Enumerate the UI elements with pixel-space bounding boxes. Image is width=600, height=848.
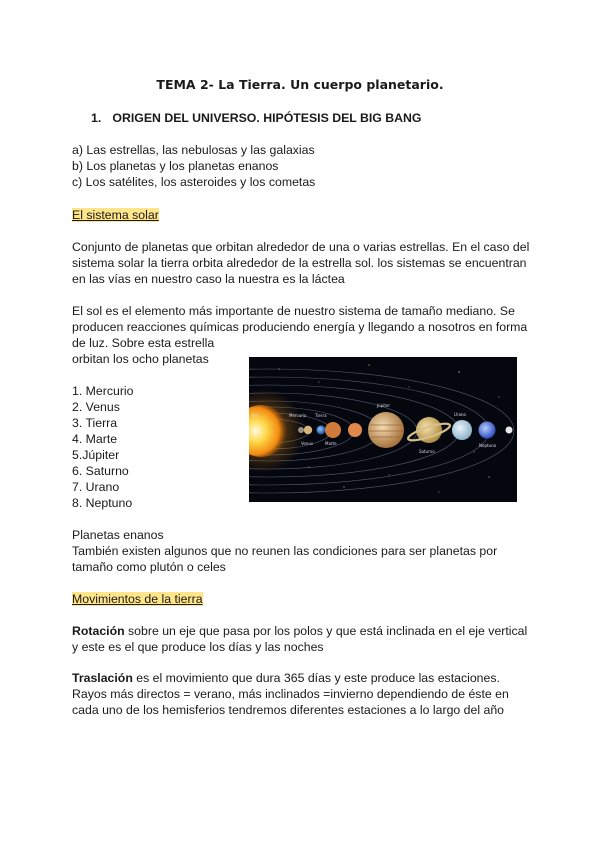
planet-list-item: 4. Marte <box>72 432 118 446</box>
planet-mars-2 <box>348 423 362 437</box>
paragraph-line: El sol es el elemento más importante de nuestro sistema de tamaño mediano. Se <box>72 304 515 318</box>
planet-list-item: 7. Urano <box>72 480 120 494</box>
paragraph-line: en las vías en nuestro caso la nuestra es la láctea <box>72 272 345 286</box>
solar-system-image <box>249 357 517 502</box>
svg-text:Mercurio: Mercurio <box>289 413 307 418</box>
traslacion-line <box>72 670 500 686</box>
rotacion-term: Rotación <box>72 624 125 638</box>
paragraph-line: y este es el que produce los días y las noches <box>72 640 324 654</box>
planet-list-item: 5.Júpiter <box>72 448 120 462</box>
section-number: 1. <box>91 111 102 125</box>
paragraph-line: Rayos más directos = verano, más inclinados =invierno dependiendo de éste en <box>72 687 509 701</box>
paragraph-line: de luz. Sobre esta estrella <box>72 336 215 350</box>
planet-neptune <box>479 422 496 439</box>
solar-system-illustration <box>249 357 517 502</box>
planet-mercury <box>298 427 304 433</box>
planet-venus <box>304 426 312 434</box>
rotacion-line <box>72 623 527 639</box>
sistema-solar-heading <box>72 207 159 223</box>
traslacion-term: Traslación <box>72 671 133 685</box>
svg-text:Venus: Venus <box>301 441 314 446</box>
page-title: TEMA 2- La Tierra. Un cuerpo planetario. <box>156 77 444 92</box>
planet-mars <box>325 422 341 438</box>
paragraph-line: Conjunto de planetas que orbitan alrededor de una o varias estrellas. En el caso del <box>72 240 530 254</box>
origin-item: b) Los planetas y los planetas enanos <box>72 159 279 173</box>
paragraph-line: sistema solar la tierra orbita alrededor de la estrella sol. los sistemas se encuentran <box>72 256 527 270</box>
svg-text:Marte: Marte <box>325 441 337 446</box>
svg-text:Neptuno: Neptuno <box>479 443 497 448</box>
svg-text:Sol: Sol <box>252 413 259 418</box>
movimientos-heading <box>72 591 203 607</box>
planet-earth <box>317 426 326 435</box>
svg-text:Saturno: Saturno <box>419 449 435 454</box>
traslacion-text: es el movimiento que dura 365 días y este produce las estaciones. <box>132 671 500 685</box>
planet-list-item: 8. Neptuno <box>72 496 133 510</box>
section-heading-origen <box>91 111 421 125</box>
svg-text:Urano: Urano <box>454 412 467 417</box>
paragraph-line: orbitan los ocho planetas <box>72 352 209 366</box>
paragraph-line: producen reacciones químicas produciendo energía y llegando a nosotros en forma <box>72 320 528 334</box>
section-heading-text: ORIGEN DEL UNIVERSO. HIPÓTESIS DEL BIG BANG <box>112 111 422 125</box>
paragraph-line: cada uno de los hemisferios tendremos diferentes estaciones a lo largo del año <box>72 703 505 717</box>
planet-jupiter <box>368 412 404 448</box>
svg-text:Júpiter: Júpiter <box>377 403 391 408</box>
planet-list-item: 1. Mercurio <box>72 384 134 398</box>
paragraph-line: También existen algunos que no reunen las condiciones para ser planetas por <box>72 544 498 558</box>
planet-pluto <box>506 427 513 434</box>
svg-text:Tierra: Tierra <box>315 413 327 418</box>
planet-uranus <box>452 420 472 440</box>
rotacion-text: sobre un eje que pasa por los polos y que está inclinada en el eje vertical <box>124 624 528 638</box>
origin-item: c) Los satélites, los asteroides y los cometas <box>72 175 316 189</box>
paragraph-line: tamaño como plutón o celes <box>72 560 226 574</box>
planet-list-item: 6. Saturno <box>72 464 129 478</box>
sistema-solar-heading-text: El sistema solar <box>72 208 159 222</box>
origin-item: a) Las estrellas, las nebulosas y las galaxias <box>72 143 315 157</box>
planet-list-item: 2. Venus <box>72 400 120 414</box>
movimientos-heading-text: Movimientos de la tierra <box>72 592 203 606</box>
planet-list-item: 3. Tierra <box>72 416 118 430</box>
dwarf-heading: Planetas enanos <box>72 528 164 542</box>
